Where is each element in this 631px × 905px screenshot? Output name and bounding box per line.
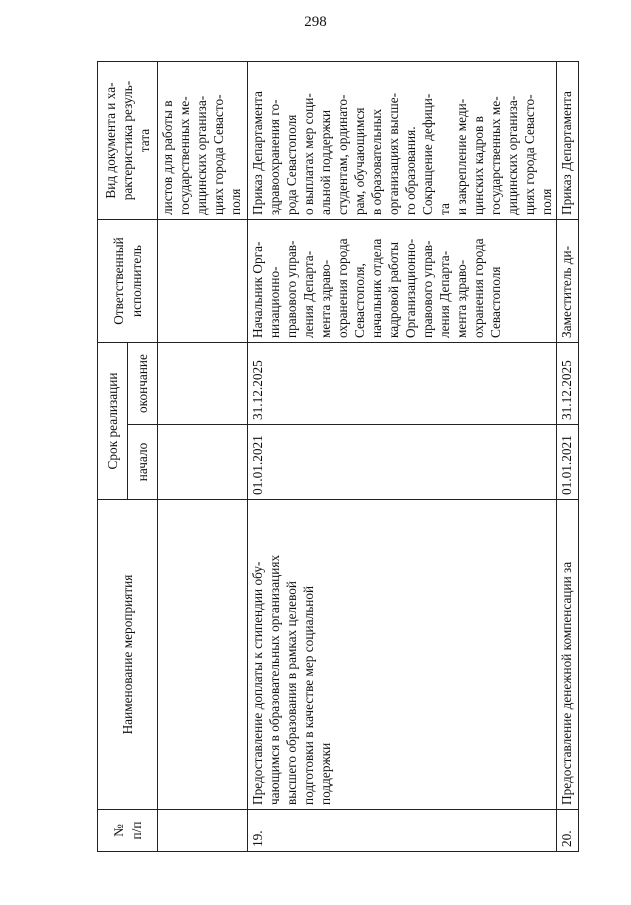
row-start: 01.01.2021 bbox=[557, 425, 579, 500]
header-period: Срок реализации bbox=[98, 343, 128, 500]
row-executor bbox=[158, 220, 248, 343]
row-doc: Приказ Департамента здравоохранения го- рода Севастополя о выплатах мер соци- альной поддержки студентам, ординато- рам, обучающимся в образовательных организациях высше- го образования. Сокращение дефици- та и закрепление меди- цинских кадров в государственных ме- дицинских организа- циях города Севасто- поля bbox=[248, 62, 557, 220]
header-end: окончание bbox=[128, 343, 158, 425]
header-executor: Ответственный исполнитель bbox=[98, 220, 158, 343]
row-doc: Приказ Департамента bbox=[557, 62, 579, 220]
row-executor: Заместитель ди- bbox=[557, 220, 579, 343]
table-row bbox=[158, 62, 248, 852]
table-row bbox=[248, 62, 557, 852]
table-row bbox=[557, 62, 579, 852]
page-number: 298 bbox=[304, 14, 327, 30]
row-start: 01.01.2021 bbox=[248, 425, 557, 500]
row-name: Предоставление денежной компенсации за bbox=[557, 500, 579, 810]
row-end: 31.12.2025 bbox=[557, 343, 579, 425]
row-start bbox=[158, 425, 248, 500]
row-num: 20. bbox=[557, 810, 579, 852]
row-name bbox=[158, 500, 248, 810]
header-num: № п/п bbox=[98, 810, 158, 852]
header-name: Наименование мероприятия bbox=[98, 500, 158, 810]
row-end bbox=[158, 343, 248, 425]
row-doc: листов для работы в государственных ме- дицинских организа- циях города Севасто- поля bbox=[158, 62, 248, 220]
row-num: 19. bbox=[248, 810, 557, 852]
row-executor: Начальник Орга- низационно- правового управ- ления Департа- мента здраво- охранения города Севастополя, начальник отдела кадровой работы Организационно- правового управ- ления Департа- мента здраво- охранения города Севастополя bbox=[248, 220, 557, 343]
header-start: начало bbox=[128, 425, 158, 500]
row-end: 31.12.2025 bbox=[248, 343, 557, 425]
measures-table bbox=[97, 61, 579, 852]
rotated-table-container bbox=[97, 62, 576, 852]
row-name: Предоставление доплаты к стипендии обу- чающимся в образовательных организациях высшего образования в рамках целевой подготовки в качестве мер социальной поддержки bbox=[248, 500, 557, 810]
row-num bbox=[158, 810, 248, 852]
header-doc: Вид документа и ха- рактеристика резуль- тата bbox=[98, 62, 158, 220]
